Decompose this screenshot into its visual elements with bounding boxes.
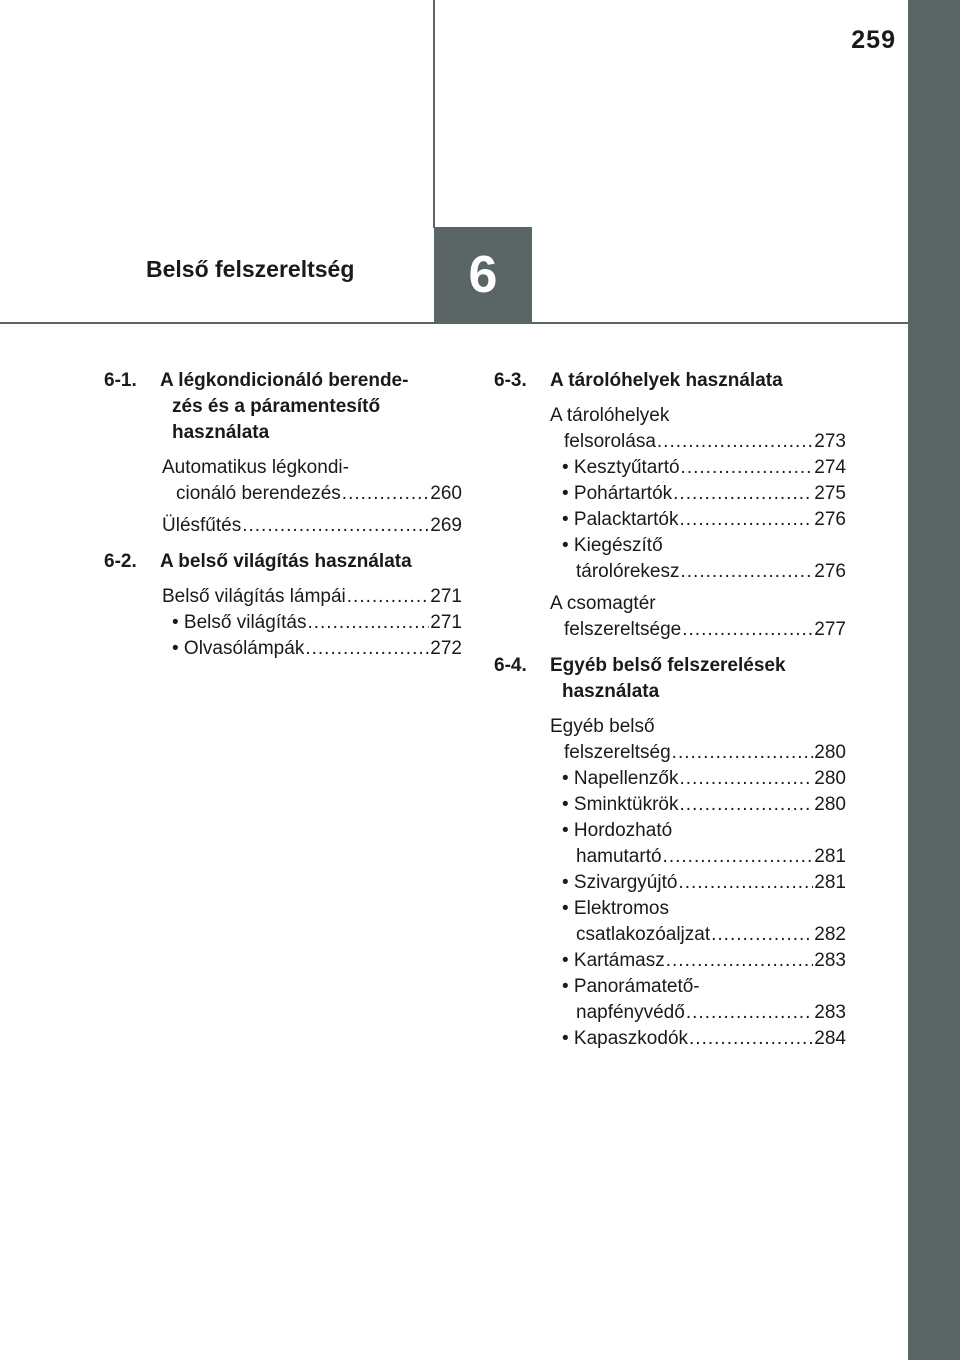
page-ref: 283	[814, 1002, 846, 1023]
page-ref: 276	[814, 561, 846, 582]
chapter-side-tab	[908, 0, 960, 1360]
page-ref: 275	[814, 483, 846, 504]
page-ref: 269	[430, 515, 462, 536]
toc-entry[interactable]: • Elektromos csatlakozóaljzat ..... 282	[550, 896, 846, 948]
toc-entry[interactable]: • Belső világítás ..... 271	[162, 610, 462, 636]
page-ref: 282	[814, 924, 846, 945]
toc-entry[interactable]: • Pohártartók ..... 275	[550, 481, 846, 507]
toc-section-heading[interactable]	[494, 368, 846, 394]
page-ref: 271	[430, 586, 462, 607]
page-ref: 274	[814, 457, 846, 478]
toc-entry[interactable]: • Kapaszkodók ..... 284	[550, 1026, 846, 1052]
page-ref: 280	[814, 742, 846, 763]
toc-entry[interactable]: • Kesztyűtartó ..... 274	[550, 455, 846, 481]
page-ref: 260	[430, 483, 462, 504]
page-ref: 273	[814, 431, 846, 452]
section-title: Egyéb belső felszerelések használata	[550, 655, 786, 702]
toc-entry[interactable]: Automatikus légkondi- cionáló berendezés ..... 260	[162, 455, 462, 507]
section-title: A légkondicionáló berende- zés és a páramentesítő használata	[160, 370, 409, 443]
section-title: A belső világítás használata	[160, 551, 412, 572]
toc-entry[interactable]: • Panorámatető- napfényvédő ..... 283	[550, 974, 846, 1026]
chapter-number-badge: 6	[434, 227, 532, 323]
page-ref: 272	[430, 638, 462, 659]
page-ref: 284	[814, 1028, 846, 1049]
toc-section-heading[interactable]	[494, 653, 846, 705]
toc-section-heading[interactable]	[104, 549, 462, 575]
toc-entry[interactable]: A csomagtér felszereltsége ..... 277	[550, 591, 846, 643]
section-number: 6-4.	[494, 655, 527, 676]
toc-section-heading[interactable]	[104, 368, 462, 446]
section-number: 6-3.	[494, 370, 527, 391]
page-ref: 281	[814, 872, 846, 893]
toc-entry[interactable]: • Olvasólámpák ..... 272	[162, 636, 462, 662]
page-number: 259	[851, 26, 896, 54]
page-ref: 277	[814, 619, 846, 640]
toc-entry[interactable]: • Szivargyújtó ..... 281	[550, 870, 846, 896]
page-ref: 280	[814, 794, 846, 815]
section-number: 6-1.	[104, 370, 137, 391]
page-ref: 281	[814, 846, 846, 867]
page-ref: 276	[814, 509, 846, 530]
toc-entry[interactable]: Belső világítás lámpái ..... 271	[162, 584, 462, 610]
chapter-title: Belső felszereltség	[146, 256, 355, 282]
toc-entry[interactable]: • Napellenzők ..... 280	[550, 766, 846, 792]
toc-entry[interactable]: • Palacktartók ..... 276	[550, 507, 846, 533]
page-ref: 283	[814, 950, 846, 971]
toc-entry[interactable]: Egyéb belső felszereltség ..... 280	[550, 714, 846, 766]
page-ref: 280	[814, 768, 846, 789]
toc-entry[interactable]: • Sminktükrök ..... 280	[550, 792, 846, 818]
toc-entry[interactable]: • Kartámasz ..... 283	[550, 948, 846, 974]
section-number: 6-2.	[104, 551, 137, 572]
header-vertical-rule	[433, 0, 435, 228]
toc-entry[interactable]: Ülésfűtés ..... 269	[162, 513, 462, 539]
toc-entry[interactable]: • Hordozható hamutartó ..... 281	[550, 818, 846, 870]
toc-left-column	[104, 368, 462, 662]
section-title: A tárolóhelyek használata	[550, 370, 783, 391]
toc-entry[interactable]: A tárolóhelyek felsorolása ..... 273	[550, 403, 846, 455]
page-ref: 271	[430, 612, 462, 633]
toc-entry[interactable]: • Kiegészítő tárolórekesz ..... 276	[550, 533, 846, 585]
toc-right-column	[494, 368, 846, 1052]
